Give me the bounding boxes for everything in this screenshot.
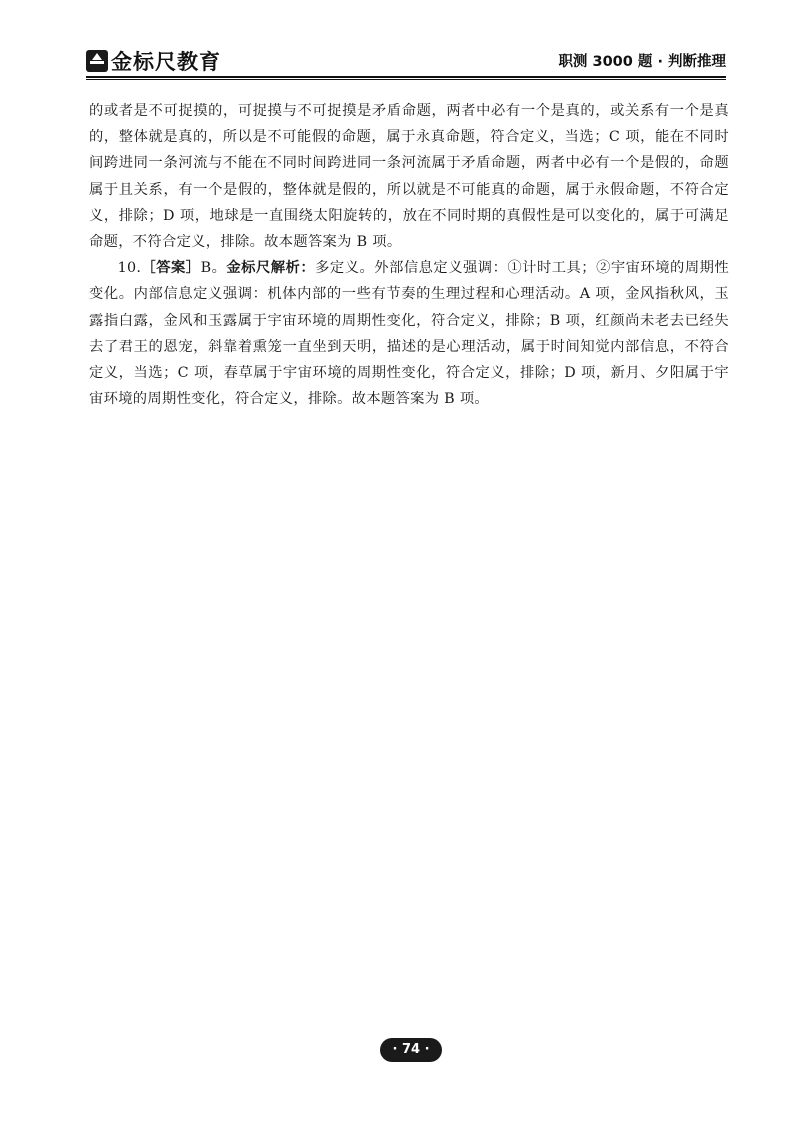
answer-label: ［答案］ [141,260,201,277]
header-divider [86,76,726,80]
logo-icon [86,50,108,72]
answer-value: B。 [200,260,227,277]
answer-paragraph [89,255,729,412]
analysis-text: 多定义。外部信息定义强调：①计时工具；②宇宙环境的周期性变化。内部信息定义强调：机体内部的一些有节奏的生理过程和心理活动。A 项，金风指秋风，玉露指白露，金风和玉露属于宇宙环境的周期性变化，符合定义，排除；B 项，红颜尚未老去已经失去了君王的恩宠，斜靠着熏笼一直坐到天明，描述的是心理活动，属于时间知觉内部信息，不符合定义，当选；C 项，春草属于宇宙环境的周期性变化，符合定义，排除；D 项，新月、夕阳属于宇宙环境的周期性变化，符合定义，排除。故本题答案为 B 项。 [89,260,730,408]
publisher-logo [86,46,221,76]
page-number: · 74 · [380,1038,442,1062]
book-title: 职测 3000 题 · 判断推理 [558,54,726,70]
question-number: 10. [117,260,142,277]
page-header [86,44,726,78]
logo-text: 金标尺教育 [111,50,221,74]
continued-paragraph: 的或者是不可捉摸的，可捉摸与不可捉摸是矛盾命题，两者中必有一个是真的，或关系有一个是真的，整体就是真的，所以是不可能假的命题，属于永真命题，符合定义，当选；C 项，能在不同时间跨进同一条河流与不能在不同时间跨进同一条河流属于矛盾命题，两者中必有一个是假的，命题属于且关系，有一个是假的，整体就是假的，所以就是不可能真的命题，属于永假命题，不符合定义，排除；D 项，地球是一直围绕太阳旋转的，放在不同时期的真假性是可以变化的，属于可满足命题，不符合定义，排除。故本题答案为 B 项。 [89,103,729,251]
page-body [89,98,729,412]
analysis-label: 金标尺解析： [226,260,316,277]
